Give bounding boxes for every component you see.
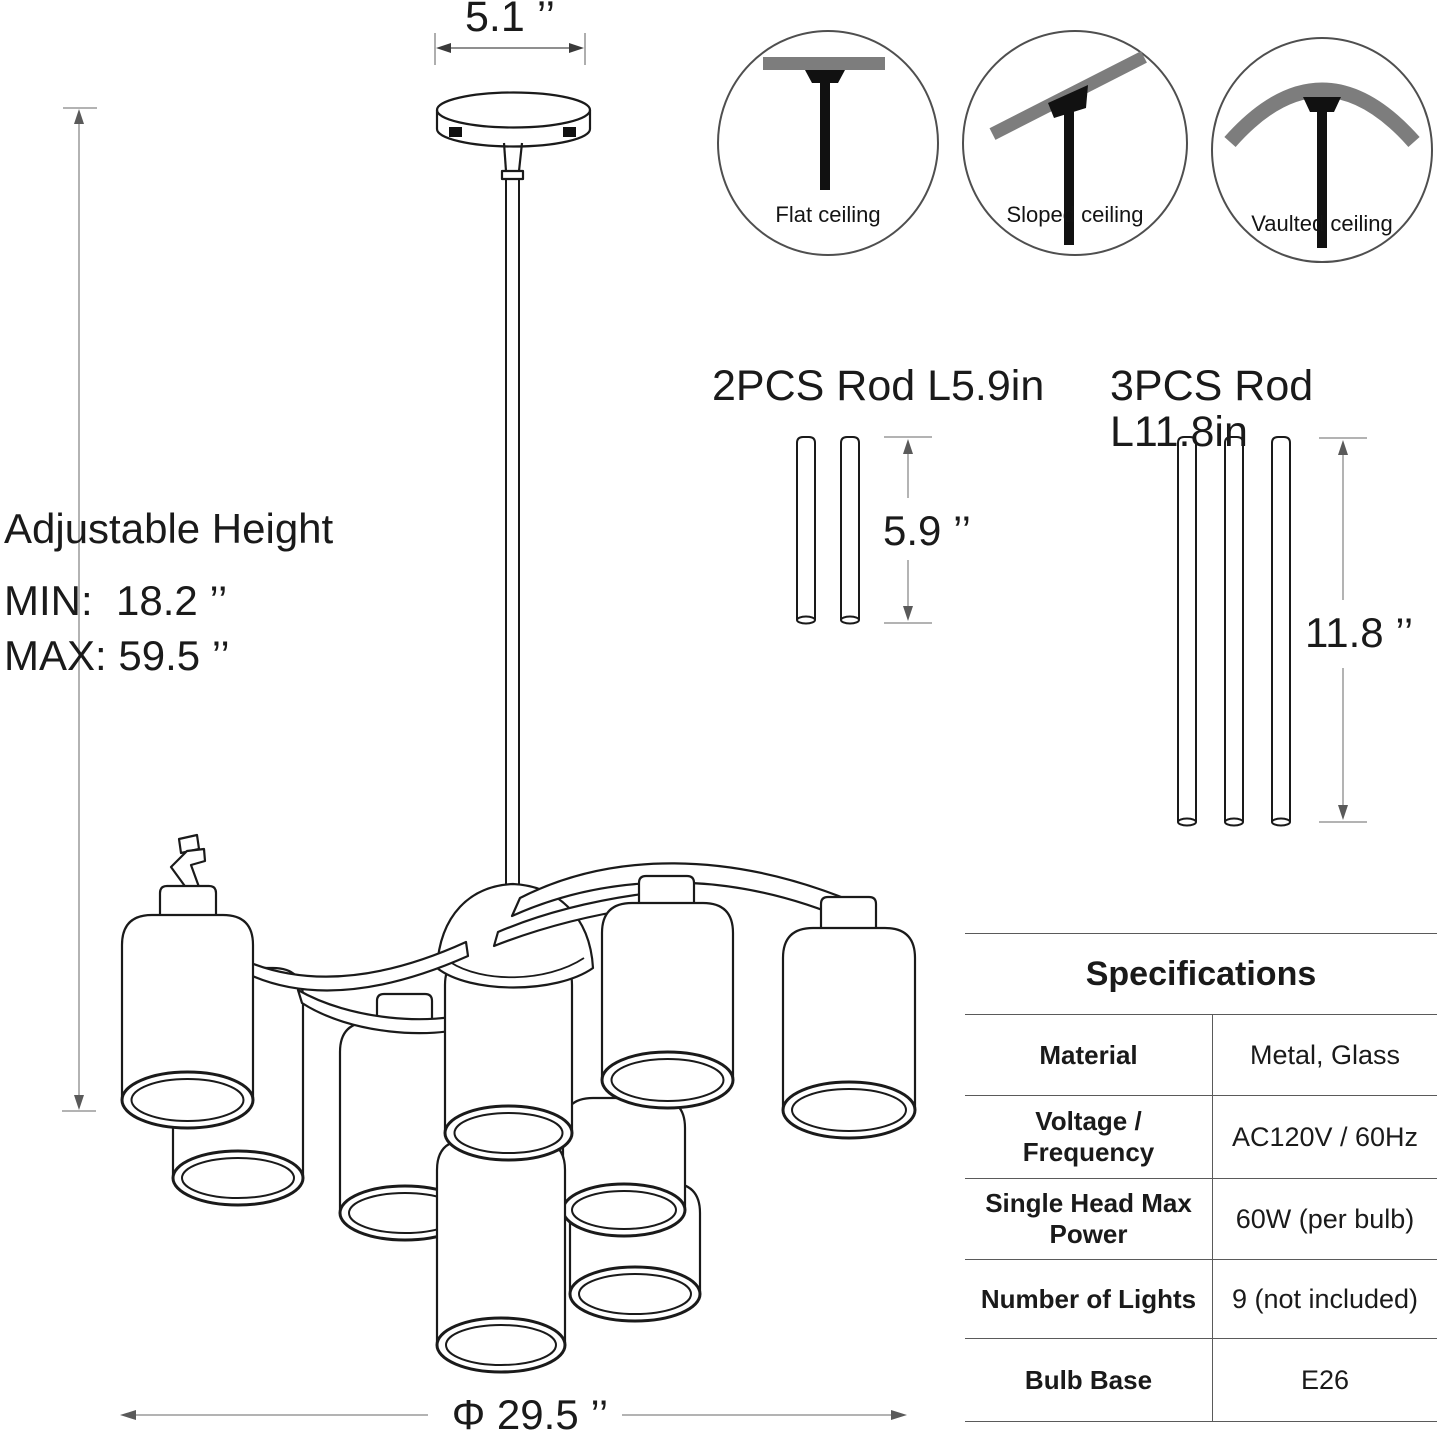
ceiling-canopy — [437, 93, 590, 180]
spec-label: Number of Lights — [980, 1283, 1197, 1314]
spec-value: E26 — [1212, 1339, 1437, 1421]
rod-kit-3pcs-title: 3PCS Rod L11.8in — [1110, 362, 1314, 457]
spec-label: Bulb Base — [1024, 1364, 1153, 1395]
spec-value: 9 (not included) — [1212, 1260, 1437, 1338]
spec-row-material — [965, 1015, 1437, 1096]
spec-row-voltage — [965, 1096, 1437, 1179]
rod-2pcs-length-label: 5.9 ’’ — [883, 507, 971, 554]
vaulted-ceiling-label: Vaulted ceiling — [1251, 211, 1393, 236]
spec-value: 60W (per bulb) — [1212, 1179, 1437, 1259]
spec-value: AC120V / 60Hz — [1212, 1096, 1437, 1178]
rod-kit-2pcs-drawing — [797, 437, 859, 624]
canopy-width-label: 5.1 ’’ — [464, 0, 556, 41]
spec-row-number-of-lights — [965, 1260, 1437, 1339]
flat-ceiling-label: Flat ceiling — [775, 202, 881, 227]
rod-kit-2pcs-title: 2PCS Rod L5.9in — [712, 362, 1045, 410]
spec-row-bulb-base — [965, 1339, 1437, 1422]
spec-value: Metal, Glass — [1212, 1015, 1437, 1095]
spec-row-max-power — [965, 1179, 1437, 1260]
spec-label: Voltage / Frequency — [1022, 1106, 1155, 1167]
rod-3pcs-length-label: 11.8 ’’ — [1305, 609, 1414, 656]
specifications-title: Specifications — [965, 934, 1437, 1015]
adjustable-height-title: Adjustable Height — [4, 505, 334, 552]
chandelier-drawing — [122, 835, 915, 1372]
specifications-table — [965, 933, 1437, 1422]
sloped-ceiling-label: Sloped ceiling — [1006, 202, 1144, 227]
spec-label: Material — [1039, 1039, 1138, 1070]
adjustable-height-max: MAX: 59.5 ’’ — [4, 632, 230, 679]
diameter-label: Φ 29.5 ’’ — [451, 1391, 609, 1437]
hanging-rod — [506, 179, 519, 893]
spec-label: Single Head Max Power — [985, 1188, 1192, 1249]
rod-kit-3pcs-drawing — [1178, 437, 1290, 826]
adjustable-height-min: MIN: 18.2 ’’ — [4, 577, 228, 624]
